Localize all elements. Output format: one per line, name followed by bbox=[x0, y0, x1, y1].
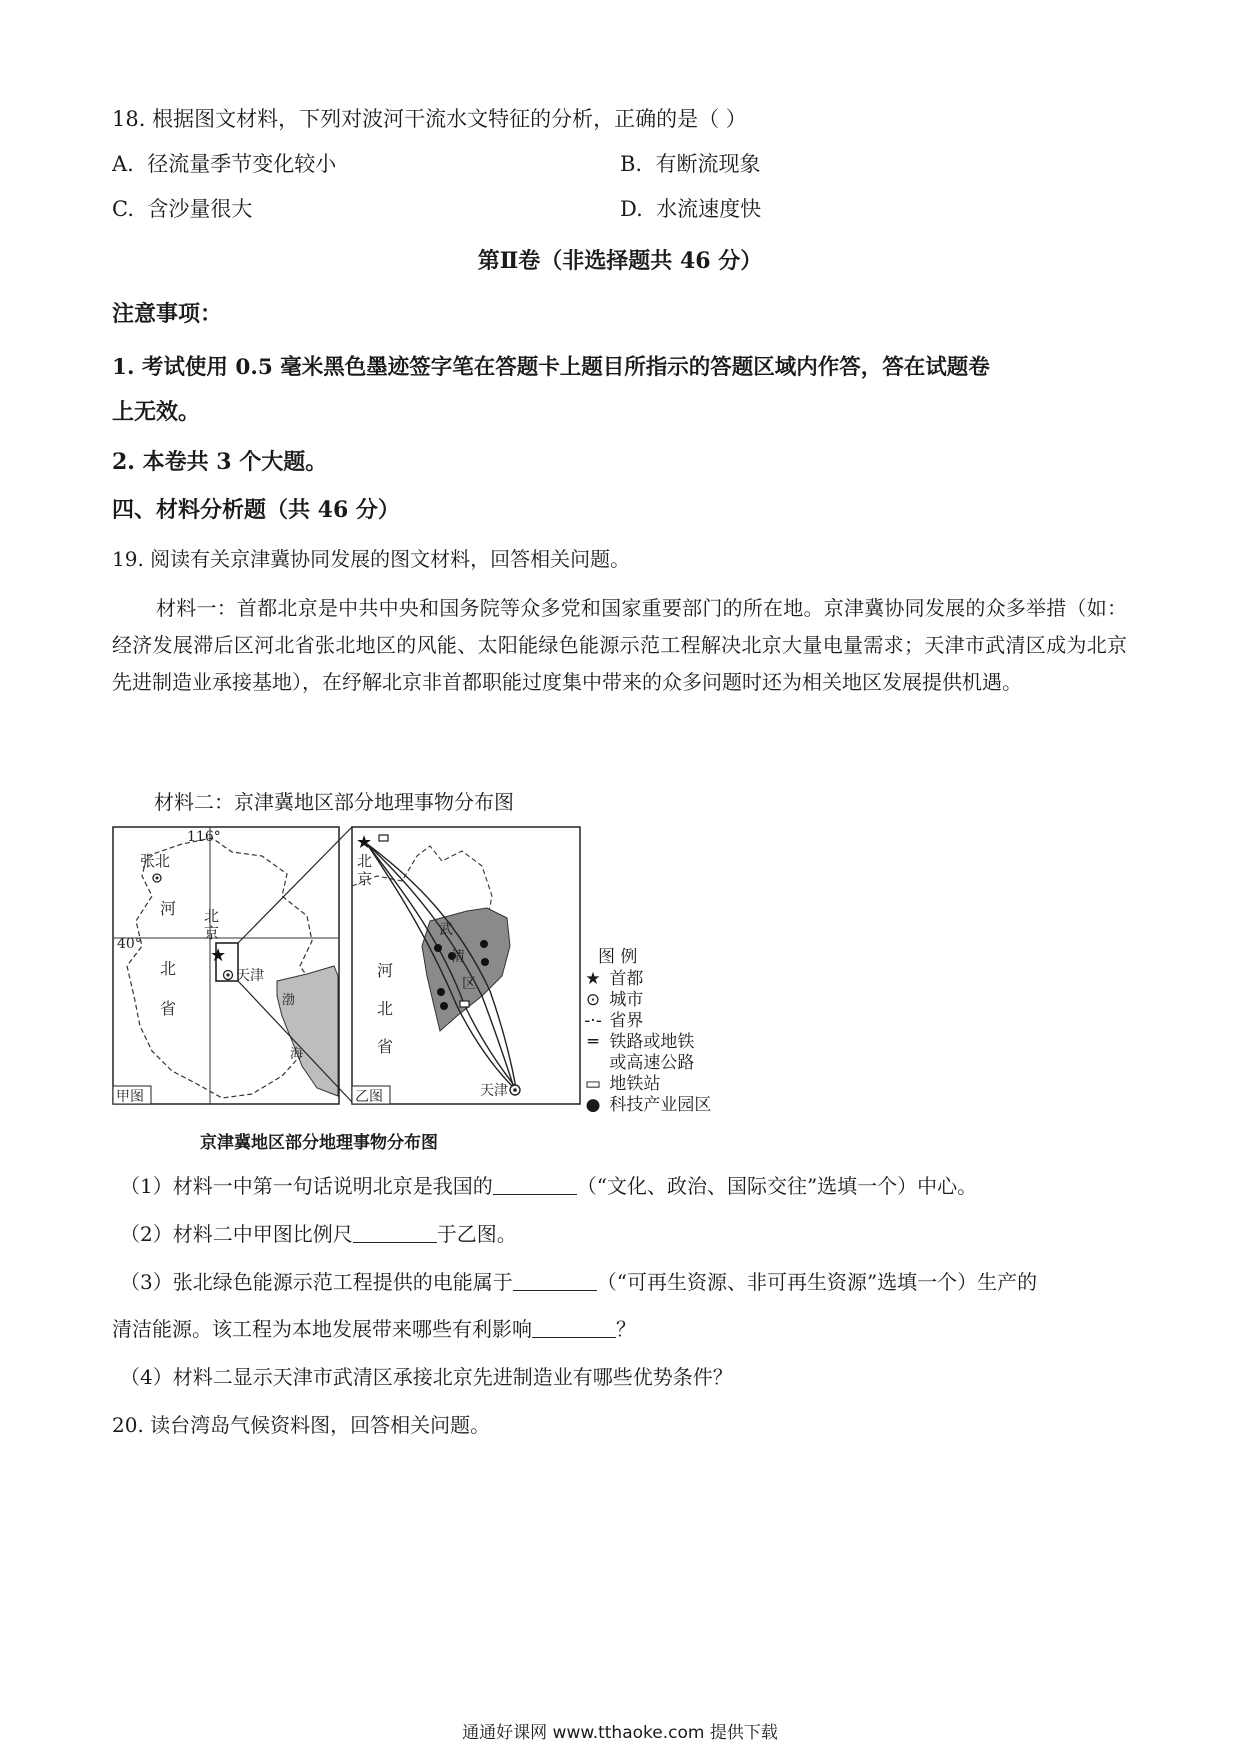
star-icon: ★ bbox=[585, 969, 601, 989]
legend-label: 或高速公路 bbox=[609, 1053, 695, 1073]
zhangbei-label: 张北 bbox=[140, 852, 171, 870]
option-text: 含沙量很大 bbox=[147, 197, 253, 221]
beijing-label: 北 bbox=[204, 907, 220, 925]
park-icon bbox=[440, 1002, 448, 1010]
sub-text: （1）材料一中第一句话说明北京是我国的 bbox=[120, 1174, 493, 1198]
legend-label: 铁路或地铁 bbox=[609, 1032, 695, 1052]
q19-sub-1 bbox=[120, 1172, 977, 1200]
q18-option-b bbox=[620, 150, 760, 178]
q20-stem: 20. 读台湾岛气候资料图，回答相关问题。 bbox=[112, 1413, 491, 1437]
station-icon: ▭ bbox=[584, 1074, 602, 1094]
option-text: 水流速度快 bbox=[656, 197, 762, 221]
hebei-label: 北 bbox=[377, 999, 394, 1018]
legend-label: 科技产业园区 bbox=[609, 1095, 712, 1115]
q19-material-1: 材料一：首都北京是中共中央和国务院等众多党和国家重要部门的所在地。京津冀协同发展的众多举措（如：经济发展滞后区河北省张北地区的风能、太阳能绿色能源示范工程解决北京大量电量需求；天津市武清区成为北京先进制造业承接基地），在纾解北京非首都职能过度集中带来的众多问题时还为相关地区发展提供机遇。 bbox=[112, 596, 1127, 694]
option-letter: A. bbox=[112, 152, 134, 176]
map-figure bbox=[112, 826, 582, 1111]
figure-caption: 京津冀地区部分地理事物分布图 bbox=[200, 1133, 438, 1153]
legend-item bbox=[582, 1074, 660, 1094]
answer-blank[interactable] bbox=[513, 1270, 597, 1291]
sub-text: （2）材料二中甲图比例尺 bbox=[120, 1222, 353, 1246]
option-letter: D. bbox=[620, 197, 643, 221]
map-yi bbox=[352, 827, 580, 1105]
q18-option-d bbox=[620, 195, 761, 223]
answer-blank[interactable] bbox=[493, 1174, 577, 1195]
sub-text: 清洁能源。该工程为本地发展带来哪些有利影响 bbox=[112, 1317, 532, 1341]
q19-sub-3 bbox=[120, 1268, 1037, 1296]
sub-text: （“文化、政治、国际交往”选填一个）中心。 bbox=[576, 1174, 978, 1198]
notice-heading: 注意事项： bbox=[112, 301, 223, 327]
legend-label: 省界 bbox=[609, 1011, 644, 1031]
panel-label-jia: 甲图 bbox=[116, 1089, 144, 1105]
page-footer: 通通好课网 www.tthaoke.com 提供下载 bbox=[462, 1723, 778, 1743]
park-icon bbox=[437, 988, 445, 996]
option-text: 有断流现象 bbox=[655, 152, 761, 176]
star-icon: ★ bbox=[356, 832, 373, 853]
beijing-label: 北 bbox=[357, 852, 373, 870]
section2-title: 第Ⅱ卷（非选择题共 46 分） bbox=[477, 248, 763, 274]
notice-1-cont: 上无效。 bbox=[112, 399, 201, 425]
boundary-icon: -·- bbox=[584, 1011, 602, 1031]
beijing-label: 京 bbox=[357, 870, 373, 888]
wuqing-label: 区 bbox=[462, 976, 476, 992]
panel-label-yi: 乙图 bbox=[355, 1089, 383, 1105]
q19-sub-2 bbox=[120, 1220, 517, 1248]
hebei-label: 河 bbox=[160, 899, 177, 918]
hebei-label: 北 bbox=[160, 959, 177, 978]
q19-sub-3-cont bbox=[112, 1315, 636, 1343]
tianjin-label: 天津 bbox=[480, 1083, 508, 1099]
legend-item bbox=[582, 1011, 643, 1031]
park-icon bbox=[480, 940, 488, 948]
answer-blank[interactable] bbox=[353, 1222, 437, 1243]
legend-label: 首都 bbox=[609, 969, 644, 989]
city-icon: ⊙ bbox=[585, 990, 601, 1010]
hebei-label: 省 bbox=[377, 1037, 394, 1056]
notice-1: 1. 考试使用 0.5 毫米黑色墨迹签字笔在答题卡上题目所指示的答题区域内作答，答在试题卷 bbox=[112, 355, 990, 380]
beijing-label: 京 bbox=[204, 924, 220, 942]
lat-label: 40° bbox=[117, 936, 142, 952]
sub-text: （“可再生资源、非可再生资源”选填一个）生产的 bbox=[596, 1270, 1038, 1294]
legend-item bbox=[582, 1053, 694, 1073]
park-icon: ● bbox=[585, 1095, 601, 1115]
option-letter: B. bbox=[620, 152, 643, 176]
part4-title: 四、材料分析题（共 46 分） bbox=[112, 497, 400, 523]
legend-item bbox=[582, 990, 643, 1010]
option-text: 径流量季节变化较小 bbox=[147, 152, 337, 176]
q18-option-a bbox=[112, 150, 336, 178]
legend-label: 城市 bbox=[609, 990, 644, 1010]
option-letter: C. bbox=[112, 197, 134, 221]
lon-label: 116° bbox=[187, 829, 221, 845]
hebei-label: 省 bbox=[160, 999, 177, 1018]
wuqing-label: 清 bbox=[451, 949, 465, 965]
park-icon bbox=[434, 944, 442, 952]
station-icon bbox=[379, 835, 388, 841]
park-icon bbox=[481, 958, 489, 966]
legend-label: 地铁站 bbox=[609, 1074, 661, 1094]
sub-text: 于乙图。 bbox=[436, 1222, 517, 1246]
station-icon bbox=[460, 1001, 469, 1007]
wuqing-label: 武 bbox=[439, 922, 453, 938]
hebei-label: 河 bbox=[377, 961, 394, 980]
q19-material-2-title: 材料二：京津冀地区部分地理事物分布图 bbox=[154, 790, 514, 814]
legend-title: 图 例 bbox=[598, 947, 638, 967]
legend-item bbox=[582, 1032, 694, 1052]
legend-item bbox=[582, 1095, 711, 1115]
sub-text: （3）张北绿色能源示范工程提供的电能属于 bbox=[120, 1270, 513, 1294]
map-jia bbox=[113, 827, 339, 1105]
bohai-label: 海 bbox=[290, 1047, 304, 1062]
legend-item bbox=[582, 969, 643, 989]
railway-icon: ═ bbox=[587, 1032, 599, 1052]
tianjin-label: 天津 bbox=[236, 968, 264, 984]
q18-stem: 18. 根据图文材料，下列对波河干流水文特征的分析，正确的是（ ） bbox=[112, 107, 747, 131]
bohai-label: 渤 bbox=[282, 993, 296, 1008]
star-icon: ★ bbox=[210, 945, 227, 966]
answer-blank[interactable] bbox=[532, 1317, 616, 1338]
notice-2: 2. 本卷共 3 个大题。 bbox=[112, 449, 328, 475]
q19-stem: 19. 阅读有关京津冀协同发展的图文材料，回答相关问题。 bbox=[112, 547, 631, 571]
q19-sub-4: （4）材料二显示天津市武清区承接北京先进制造业有哪些优势条件？ bbox=[120, 1365, 733, 1389]
q18-option-c bbox=[112, 195, 252, 223]
sub-text: ？ bbox=[616, 1317, 636, 1341]
